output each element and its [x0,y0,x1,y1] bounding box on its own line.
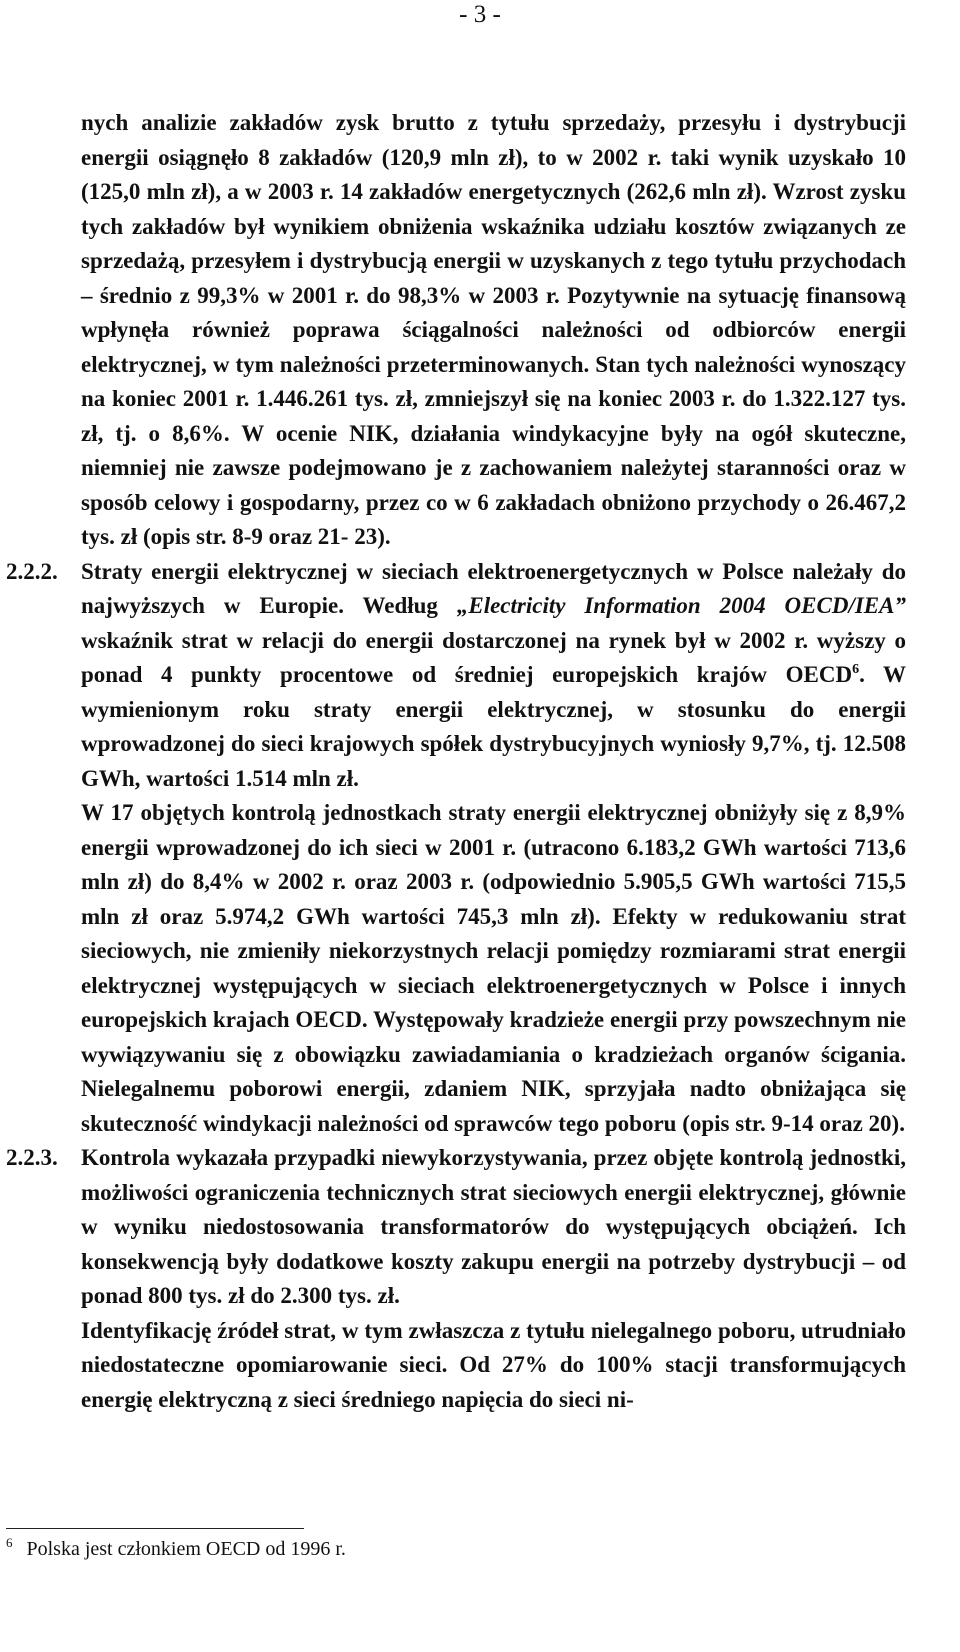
paragraph-text: Straty energii elektrycznej w sieciach elektroenergetycznych w Polsce należały do najwyższych w Europie. Według [81,558,906,618]
paragraph-losses-17-units: W 17 objętych kontrolą jednostkach straty energii elektrycznej obniżyły się z 8,9% energii wprowadzonej do ich sieci w 2001 r. (utracono 6.183,2 GWh wartości 713,6 mln zł) do 8,4% w 2002 r. oraz 2003 r. (odpowiednio 5.905,5 GWh wartości 715,5 mln zł oraz 5.974,2 GWh wartości 745,3 mln zł). Efekty w redukowaniu strat sieciowych, nie zmieniły niekorzystnych relacji pomiędzy rozmiarami strat energii elektrycznej występujących w sieciach elektroenergetycznych w Polsce i innych europejskich krajach OECD. Występowały kradzieże energii przy powszechnym nie wywiązywaniu się z obowiązku zawiadamiania o kradzieżach organów ścigania. Nielegalnemu poborowi energii, zdaniem NIK, sprzyjała nadto obniżająca się skuteczność windykacji należności od sprawców tego poboru (opis str. 9-14 oraz 20). [81,800,906,1136]
footnote [6,1536,706,1562]
footnote-text: Polska jest członkiem OECD od 1996 r. [26,1538,346,1560]
paragraph-losses-europe [81,555,906,797]
paragraph-continuation: nych analizie zakładów zysk brutto z tytułu sprzedaży, przesyłu i dystrybucji energii osiągnęło 8 zakładów (120,9 mln zł), to w 2002 r. taki wynik uzyskało 10 (125,0 mln zł), a w 2003 r. 14 zakładów energetycznych (262,6 mln zł). Wzrost zysku tych zakładów był wynikiem obniżenia wskaźnika udziału kosztów związanych ze sprzedażą, przesyłem i dystrybucją energii w uzyskanych z tego tytułu przychodach – średnio z 99,3% w 2001 r. do 98,3% w 2003 r. Pozytywnie na sytuację finansową wpłynęła również poprawa ściągalności należności od odbiorców energii elektrycznej, w tym należności przeterminowanych. Stan tych należności wynoszący na koniec 2001 r. 1.446.261 tys. zł, zmniejszył się na koniec 2003 r. do 1.322.127 tys. zł, tj. o 8,6%. W ocenie NIK, działania windykacyjne były na ogół skuteczne, niemniej nie zawsze podejmowano je z zachowaniem należytej staranności oraz w sposób celowy i gospodarny, przez co w 6 zakładach obniżono przychody o 26.467,2 tys. zł (opis str. 8-9 oraz 21- 23). [81,110,906,549]
paragraph-text: . W wymienionym roku straty energii elektrycznej, w stosunku do energii wprowadzonej do sieci krajowych spółek dystrybucyjnych wyniosły 9,7%, tj. 12.508 GWh, wartości 1.514 mln zł. [81,662,907,791]
paragraph-metering: Identyfikację źródeł strat, w tym zwłaszcza z tytułu nielegalnego poboru, utrudniało niedostateczne opomiarowanie sieci. Od 27% do 100% stacji transformujących energię elektryczną z sieci średniego napięcia do sieci ni- [81,1317,906,1412]
publication-title: „Electricity Information 2004 OECD/IEA” [456,593,906,618]
paragraph-text: wskaźnik strat w relacji do energii dostarczonej na rynek był w 2002 r. wyższy o ponad 4 punkty procentowe od średniej europejskich krajów OECD [81,627,906,687]
section-2-2-2 [6,555,906,1142]
footnote-marker: 6 [6,1535,13,1550]
section-number: 2.2.3. [6,1145,58,1170]
page-body [6,106,906,1417]
footnote-separator [6,1528,304,1529]
paragraph-transformers: Kontrola wykazała przypadki niewykorzystywania, przez objęte kontrolą jednostki, możliwości ograniczenia technicznych strat sieciowych energii elektrycznej, głównie w wyniku niedostosowania transformatorów do występujących obciążeń. Ich konsekwencją były dodatkowe koszty zakupu energii na potrzeby dystrybucji – od ponad 800 tys. zł do 2.300 tys. zł. [81,1145,906,1308]
page-number: - 3 - [459,1,501,28]
footnote-reference[interactable]: 6 [852,662,860,677]
section-2-2-3 [6,1141,906,1417]
section-number: 2.2.2. [6,558,58,584]
